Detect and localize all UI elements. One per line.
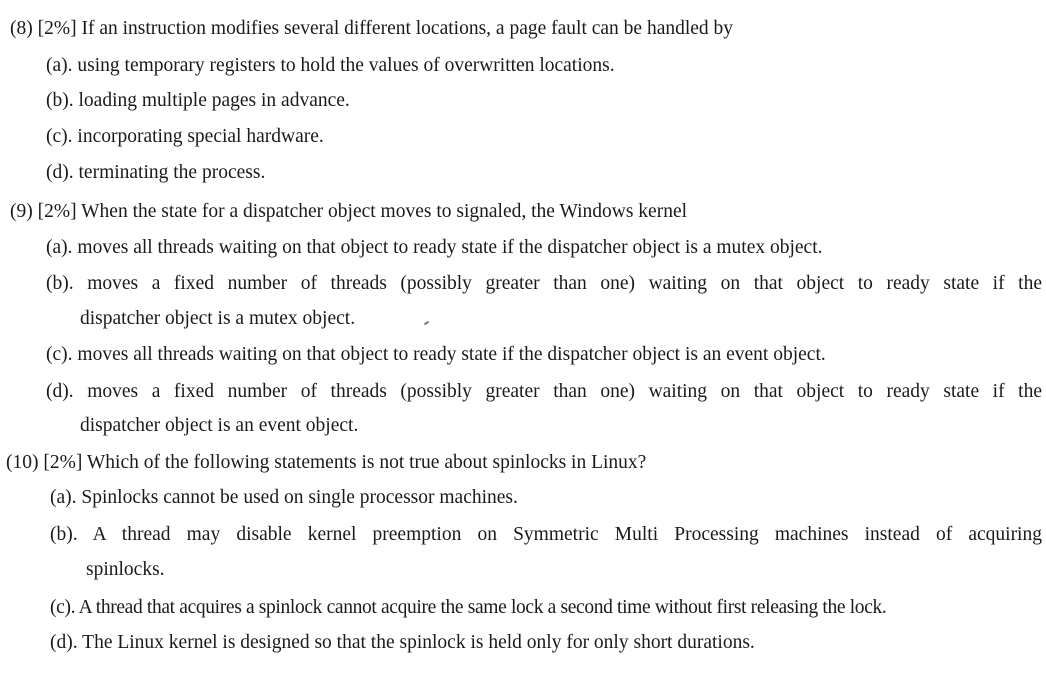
question-weight: [2%] <box>37 201 77 222</box>
option-text: A thread that acquires a spinlock cannot acquire the same lock a second time without first releasing the lock. <box>78 597 887 618</box>
question-weight: [2%] <box>37 18 77 39</box>
option-label: (a). <box>46 55 73 76</box>
option-text-continuation: dispatcher object is a mutex object. <box>80 308 356 329</box>
question-9-option-a <box>46 236 823 260</box>
option-label: (c). <box>46 344 73 365</box>
option-label: (c). <box>50 597 76 618</box>
option-label: (a). <box>46 237 73 258</box>
question-number: (9) <box>10 201 33 222</box>
option-text: moves all threads waiting on that object to ready state if the dispatcher object is an event object. <box>77 344 826 365</box>
option-text: incorporating special hardware. <box>77 126 324 147</box>
question-8-option-d <box>46 161 265 185</box>
question-9-option-c <box>46 343 826 367</box>
question-8-option-c <box>46 125 324 149</box>
option-text: moves a fixed number of threads (possibly greater than one) waiting on that object to ready state if the <box>87 381 1042 402</box>
question-10-stem <box>6 451 646 475</box>
option-label: (b). <box>46 90 74 111</box>
question-number: (10) <box>6 452 39 473</box>
option-label: (b). <box>46 273 74 294</box>
question-10-option-b <box>50 523 1042 547</box>
question-8-stem <box>10 17 733 41</box>
option-text: A thread may disable kernel preemption on Symmetric Multi Processing machines instead of acquiring <box>92 524 1042 545</box>
question-text: Which of the following statements is not true about spinlocks in Linux? <box>86 452 647 473</box>
option-text-continuation: spinlocks. <box>86 559 165 580</box>
option-label: (b). <box>50 524 78 545</box>
option-text: using temporary registers to hold the values of overwritten locations. <box>77 55 615 76</box>
question-10-option-d <box>50 631 755 655</box>
option-text: Spinlocks cannot be used on single processor machines. <box>81 487 518 508</box>
option-label: (d). <box>46 381 74 402</box>
question-text: If an instruction modifies several different locations, a page fault can be handled by <box>81 18 734 39</box>
option-text-continuation: dispatcher object is an event object. <box>80 415 359 436</box>
question-text: When the state for a dispatcher object moves to signaled, the Windows kernel <box>81 201 688 222</box>
question-weight: [2%] <box>43 452 83 473</box>
option-label: (d). <box>46 162 74 183</box>
question-9-option-b-continuation <box>80 307 355 331</box>
option-label: (c). <box>46 126 73 147</box>
question-10-option-a <box>50 486 518 510</box>
question-9-stem <box>10 200 687 224</box>
stray-pen-mark <box>424 321 429 326</box>
question-9-option-b <box>46 272 1042 296</box>
question-8-option-b <box>46 89 350 113</box>
option-label: (d). <box>50 632 78 653</box>
option-label: (a). <box>50 487 77 508</box>
option-text: The Linux kernel is designed so that the spinlock is held only for only short durations. <box>82 632 755 653</box>
option-text: moves all threads waiting on that object to ready state if the dispatcher object is a mutex object. <box>77 237 823 258</box>
question-10-option-b-continuation <box>86 558 165 582</box>
option-text: loading multiple pages in advance. <box>78 90 350 111</box>
question-9-option-d-continuation <box>80 414 358 438</box>
question-9-option-d <box>46 380 1042 404</box>
question-number: (8) <box>10 18 33 39</box>
question-10-option-c <box>50 596 886 620</box>
question-8-option-a <box>46 54 615 78</box>
option-text: moves a fixed number of threads (possibly greater than one) waiting on that object to ready state if the <box>87 273 1042 294</box>
option-text: terminating the process. <box>78 162 266 183</box>
